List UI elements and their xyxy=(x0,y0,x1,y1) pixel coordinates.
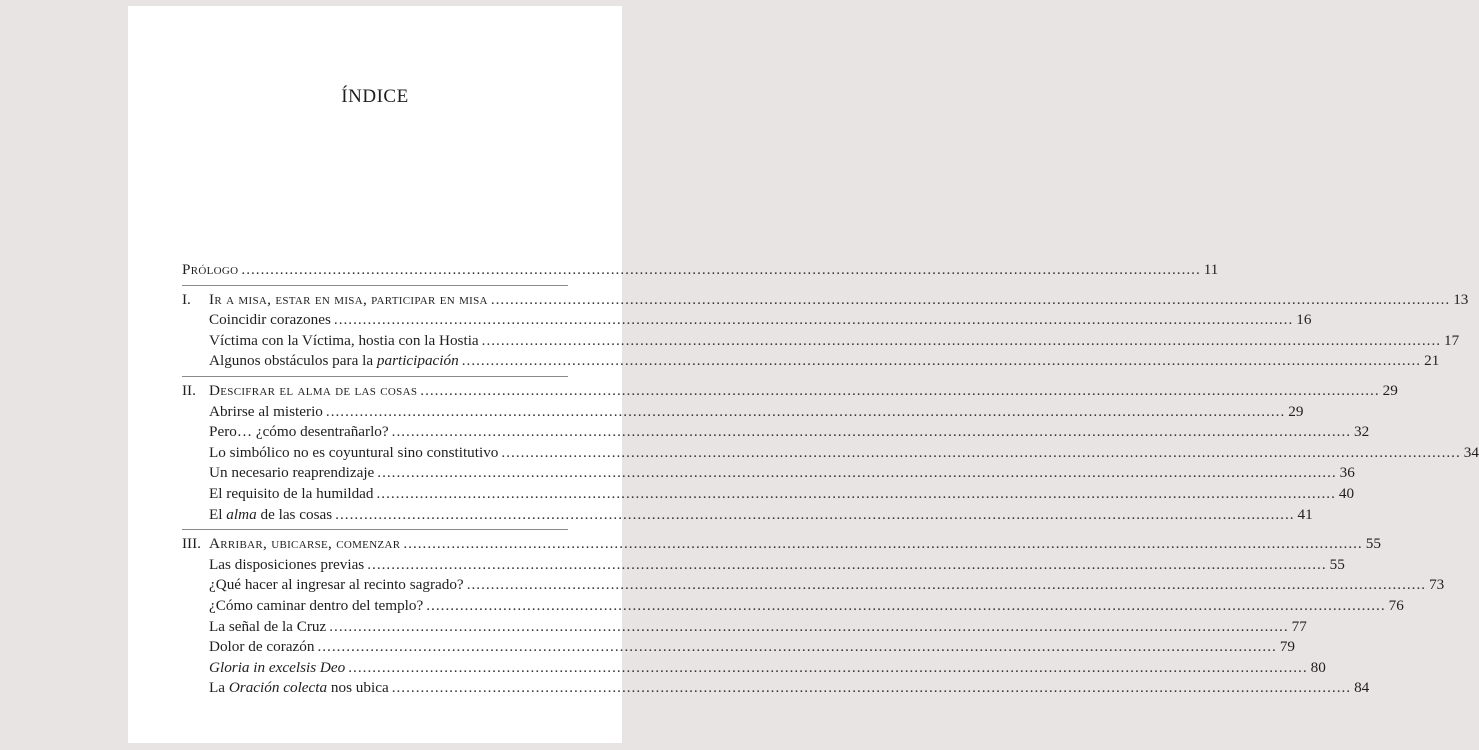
chapter-title: Arribar, ubicarse, comenzar xyxy=(209,535,401,553)
toc-subentry xyxy=(182,484,1355,505)
dot-leader: ........................................................................................................................................................................................................ xyxy=(501,443,1461,461)
subentry-label: El alma de las cosas xyxy=(209,505,333,523)
chapter-number: III. xyxy=(182,535,201,553)
toc-subentry xyxy=(182,555,1345,576)
subentry-label: Las disposiciones previas xyxy=(209,555,365,573)
toc-chapter-1 xyxy=(182,290,1469,311)
dot-leader: ........................................................................................................................................................................................................ xyxy=(367,555,1327,573)
dot-leader: ........................................................................................................................................................................................................ xyxy=(490,290,1451,308)
toc-subentry xyxy=(182,402,1304,423)
toc-subentry xyxy=(182,351,1440,372)
dot-leader: ........................................................................................................................................................................................................ xyxy=(403,535,1363,553)
toc-subentry xyxy=(182,596,1404,617)
subentry-label: Pero… ¿cómo desentrañarlo? xyxy=(209,423,389,441)
toc-entry-label: Prólogo xyxy=(182,261,239,278)
toc-page-number: 76 xyxy=(1388,596,1404,614)
toc-page-number: 11 xyxy=(1203,261,1219,278)
subentry-label: Un necesario reaprendizaje xyxy=(209,464,375,482)
toc-page-number: 34 xyxy=(1463,443,1479,461)
toc-page-number: 79 xyxy=(1279,638,1295,656)
dot-leader: ........................................................................................................................................................................................................ xyxy=(377,464,1337,482)
subentry-label: Lo simbólico no es coyuntural sino constitutivo xyxy=(209,443,499,461)
toc-page-number: 29 xyxy=(1288,402,1304,420)
toc-chapter-2 xyxy=(182,381,1398,402)
toc-page-number: 55 xyxy=(1365,535,1381,553)
subentry-label: Dolor de corazón xyxy=(209,638,315,656)
subentry-label: Víctima con la Víctima, hostia con la Hostia xyxy=(209,331,479,349)
toc-subentry xyxy=(182,422,1370,443)
toc-page-number: 55 xyxy=(1329,555,1345,573)
dot-leader: ........................................................................................................................................................................................................ xyxy=(391,679,1352,697)
toc-page-number: 21 xyxy=(1424,352,1440,370)
toc-entry-prologue xyxy=(182,260,1219,281)
subentry-label: Gloria in excelsis Deo xyxy=(209,658,346,676)
chapter-title: Descifrar el alma de las cosas xyxy=(209,381,418,399)
toc-page-number: 80 xyxy=(1310,658,1326,676)
divider xyxy=(182,529,568,530)
chapter-number: I. xyxy=(182,290,191,308)
dot-leader: ........................................................................................................................................................................................................ xyxy=(426,596,1386,614)
toc-subentry xyxy=(182,331,1460,352)
dot-leader: ........................................................................................................................................................................................................ xyxy=(241,261,1201,278)
page-title: ÍNDICE xyxy=(341,86,409,107)
toc-page-number: 77 xyxy=(1291,617,1307,635)
dot-leader: ........................................................................................................................................................................................................ xyxy=(420,381,1380,399)
dot-leader: ........................................................................................................................................................................................................ xyxy=(325,402,1286,420)
toc-subentry xyxy=(182,505,1313,526)
divider xyxy=(182,376,568,377)
dot-leader: ........................................................................................................................................................................................................ xyxy=(481,331,1442,349)
subentry-label: La Oración colecta nos ubica xyxy=(209,679,389,697)
toc-subentry xyxy=(182,658,1326,679)
toc-page-number: 16 xyxy=(1296,311,1312,329)
subentry-label: El requisito de la humildad xyxy=(209,484,374,502)
dot-leader: ........................................................................................................................................................................................................ xyxy=(348,658,1308,676)
toc-page-number: 84 xyxy=(1354,679,1370,697)
toc-subentry xyxy=(182,637,1295,658)
toc-subentry xyxy=(182,617,1307,638)
subentry-label: Coincidir corazones xyxy=(209,311,331,329)
toc-page-number: 29 xyxy=(1382,381,1398,399)
toc-page-number: 36 xyxy=(1339,464,1355,482)
toc-subentry xyxy=(182,678,1370,699)
chapter-title: Ir a misa, estar en misa, participar en misa xyxy=(209,290,488,308)
toc-page-number: 73 xyxy=(1429,576,1445,594)
dot-leader: ........................................................................................................................................................................................................ xyxy=(376,484,1336,502)
subentry-label: La señal de la Cruz xyxy=(209,617,327,635)
dot-leader: ........................................................................................................................................................................................................ xyxy=(391,423,1352,441)
toc-subentry xyxy=(182,310,1312,331)
toc-page-number: 13 xyxy=(1453,290,1469,308)
table-of-contents xyxy=(182,260,1479,699)
toc-page-number: 41 xyxy=(1297,505,1313,523)
subentry-label: Algunos obstáculos para la participación xyxy=(209,352,459,370)
dot-leader: ........................................................................................................................................................................................................ xyxy=(461,352,1422,370)
chapter-number: II. xyxy=(182,381,196,399)
dot-leader: ........................................................................................................................................................................................................ xyxy=(317,638,1277,656)
toc-page-number: 32 xyxy=(1354,423,1370,441)
dot-leader: ........................................................................................................................................................................................................ xyxy=(466,576,1427,594)
toc-page-number: 17 xyxy=(1444,331,1460,349)
toc-subentry xyxy=(182,575,1445,596)
dot-leader: ........................................................................................................................................................................................................ xyxy=(329,617,1289,635)
book-page xyxy=(128,6,1479,743)
toc-chapter-3 xyxy=(182,534,1381,555)
subentry-label: ¿Cómo caminar dentro del templo? xyxy=(209,596,424,614)
subentry-label: ¿Qué hacer al ingresar al recinto sagrado? xyxy=(209,576,464,594)
dot-leader: ........................................................................................................................................................................................................ xyxy=(335,505,1295,523)
toc-subentry xyxy=(182,443,1479,464)
toc-subentry xyxy=(182,463,1355,484)
toc-page-number: 40 xyxy=(1338,484,1355,502)
divider xyxy=(182,285,568,286)
subentry-label: Abrirse al misterio xyxy=(209,402,323,420)
dot-leader: ........................................................................................................................................................................................................ xyxy=(333,311,1294,329)
